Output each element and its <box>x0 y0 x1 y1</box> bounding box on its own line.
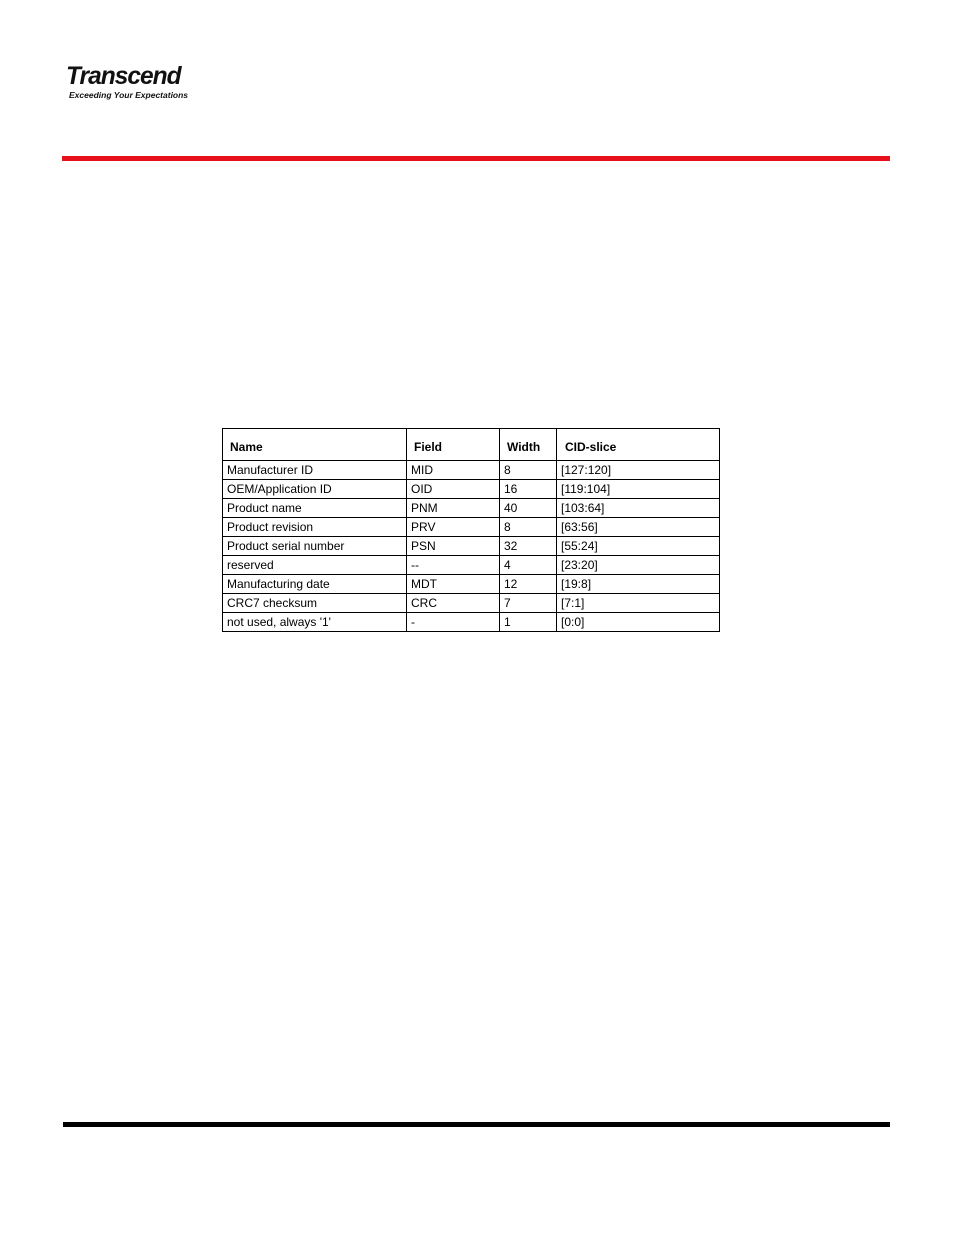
table-row <box>223 537 720 556</box>
table-row <box>223 613 720 632</box>
transcend-logo <box>66 62 206 100</box>
cell-field: PNM <box>407 499 500 518</box>
cell-cid-slice: [7:1] <box>557 594 720 613</box>
cell-width: 7 <box>500 594 557 613</box>
table-row <box>223 556 720 575</box>
cell-width: 4 <box>500 556 557 575</box>
cell-cid-slice: [103:64] <box>557 499 720 518</box>
cell-field: -- <box>407 556 500 575</box>
column-header-cid-slice: CID-slice <box>557 429 720 461</box>
cell-field: - <box>407 613 500 632</box>
cell-width: 32 <box>500 537 557 556</box>
cell-name: not used, always '1' <box>223 613 407 632</box>
cell-width: 8 <box>500 518 557 537</box>
cell-name: Product name <box>223 499 407 518</box>
cell-width: 40 <box>500 499 557 518</box>
table-row <box>223 480 720 499</box>
column-header-name: Name <box>223 429 407 461</box>
column-header-field: Field <box>407 429 500 461</box>
cell-name: Manufacturer ID <box>223 461 407 480</box>
table-header-row <box>223 429 720 461</box>
cell-field: PSN <box>407 537 500 556</box>
footer-divider <box>63 1122 890 1127</box>
cell-name: reserved <box>223 556 407 575</box>
cell-field: OID <box>407 480 500 499</box>
cell-cid-slice: [63:56] <box>557 518 720 537</box>
brand-name: Transcend <box>66 62 181 90</box>
header-divider-red <box>62 156 890 161</box>
table-row <box>223 575 720 594</box>
cell-name: CRC7 checksum <box>223 594 407 613</box>
column-header-width: Width <box>500 429 557 461</box>
cell-field: CRC <box>407 594 500 613</box>
cell-cid-slice: [55:24] <box>557 537 720 556</box>
table-row <box>223 594 720 613</box>
cell-field: MDT <box>407 575 500 594</box>
cell-cid-slice: [19:8] <box>557 575 720 594</box>
cid-register-table <box>222 428 720 632</box>
cell-name: Manufacturing date <box>223 575 407 594</box>
cell-cid-slice: [119:104] <box>557 480 720 499</box>
cell-field: MID <box>407 461 500 480</box>
cell-cid-slice: [23:20] <box>557 556 720 575</box>
cell-width: 8 <box>500 461 557 480</box>
cell-name: OEM/Application ID <box>223 480 407 499</box>
cell-field: PRV <box>407 518 500 537</box>
table-row <box>223 499 720 518</box>
table-row <box>223 518 720 537</box>
cell-width: 12 <box>500 575 557 594</box>
cell-width: 1 <box>500 613 557 632</box>
cell-name: Product revision <box>223 518 407 537</box>
table-row <box>223 461 720 480</box>
cell-width: 16 <box>500 480 557 499</box>
cell-name: Product serial number <box>223 537 407 556</box>
brand-tagline: Exceeding Your Expectations <box>69 90 189 100</box>
cell-cid-slice: [0:0] <box>557 613 720 632</box>
cell-cid-slice: [127:120] <box>557 461 720 480</box>
